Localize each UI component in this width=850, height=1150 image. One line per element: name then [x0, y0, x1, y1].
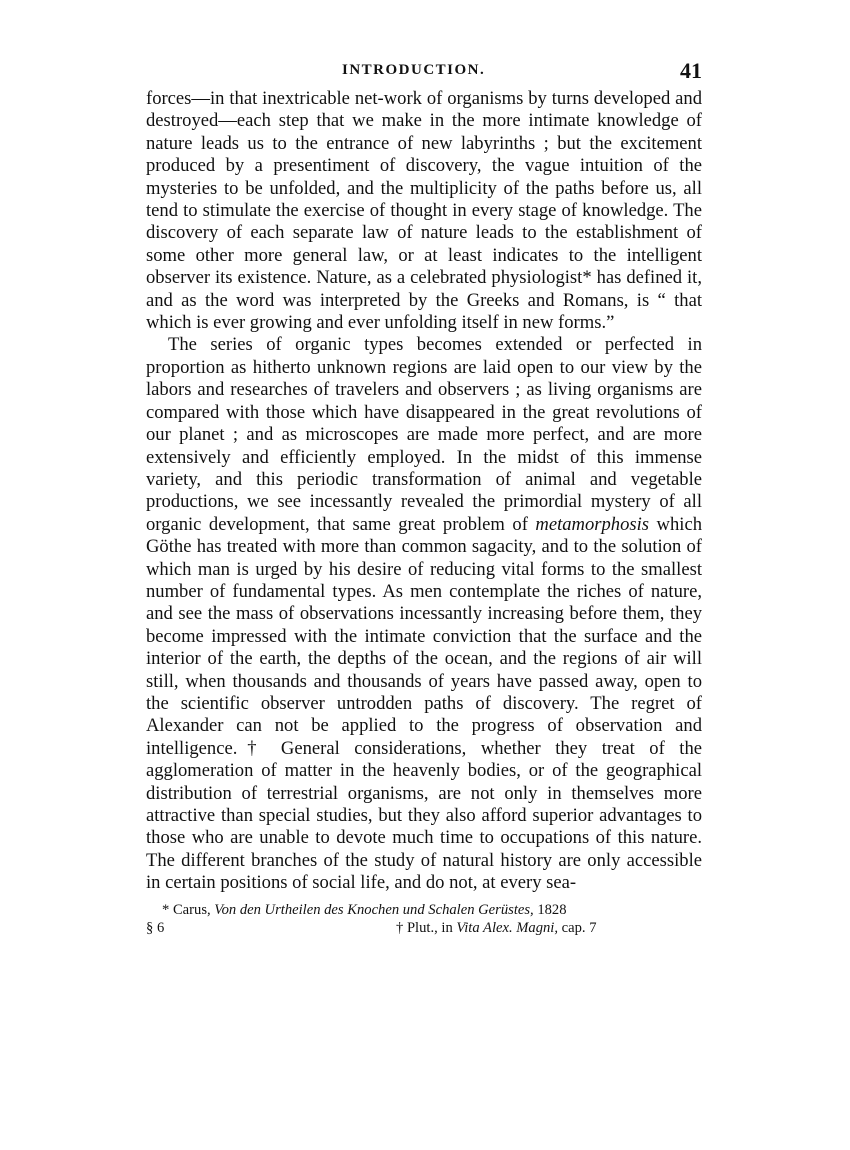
footnote-1-section: § 6 [146, 919, 165, 936]
paragraph-2-part-b: which Göthe has treated with more than common sagacity, and to the solution of which man is urged by his desire of reducing vital forms to the smallest number of fundamental types. As men contemplate the riches of nature, and see the mass of observations incessantly increasing before them, they become impressed with the intimate conviction that the surface and the interior of the earth, the depths of the ocean, and the regions of air will still, when thousands and thousands of years have passed away, open to the scientific observer untrodden paths of discovery. The regret of Alexander can not be applied to the progress of observation and intelligence.† General considerations, whether they treat of the agglomeration of matter in the heavenly bodies, or of the geographical distribution of terrestrial organisms, are not only in themselves more attractive than special studies, but they also afford superior advantages to those who are unable to devote much time to occupations of this nature. The different branches of the study of natural history are only accessible in certain positions of social life, and do not, at every sea- [146, 513, 703, 894]
footnote-2 [396, 919, 597, 937]
footnotes [146, 901, 702, 937]
book-page [146, 58, 702, 937]
page-number: 41 [680, 58, 702, 83]
footnote-1-prefix: * Carus, [162, 901, 215, 918]
footnote-2-line [146, 919, 702, 937]
body-text [146, 88, 702, 895]
footnote-1-title: Von den Urtheilen des Knochen und Schalen Gerüstes, [214, 901, 534, 918]
italic-term-metamorphosis: metamorphosis [535, 513, 650, 535]
footnote-1 [146, 901, 702, 919]
footnote-1-year: 1828 [533, 901, 567, 918]
running-head: INTRODUCTION. [342, 62, 486, 78]
footnote-2-suffix: cap. 7 [558, 919, 597, 936]
footnote-2-title: Vita Alex. Magni, [456, 919, 559, 936]
footnote-2-prefix: † Plut., in [396, 919, 457, 936]
page-header [146, 58, 702, 88]
paragraph-1: forces—in that inextricable net-work of organisms by turns developed and destroyed—each step that we make in the more intimate knowledge of nature leads us to the entrance of new labyrinths ; but the excitement produced by a presentiment of discovery, the vague intuition of the mysteries to be unfolded, and the multiplicity of the paths before us, all tend to stimulate the exercise of thought in every stage of knowledge. The discovery of each separate law of nature leads to the establishment of some other more general law, or at least indicates to the intelligent observer its existence. Nature, as a celebrated physiologist* has defined it, and as the word was interpreted by the Greeks and Romans, is “ that which is ever growing and ever unfolding itself in new forms.” [146, 88, 702, 334]
paragraph-2 [146, 334, 702, 894]
paragraph-2-part-a: The series of organic types becomes extended or perfected in proportion as hitherto unknown regions are laid open to our view by the labors and researches of travelers and observers ; as living organisms are compared with those which have disappeared in the great revolutions of our planet ; and as microscopes are made more perfect, and are more extensively and efficiently employed. In the midst of this immense variety, and this periodic transformation of animal and vegetable productions, we see incessantly revealed the primordial mystery of all organic development, that same great problem of [146, 334, 702, 535]
